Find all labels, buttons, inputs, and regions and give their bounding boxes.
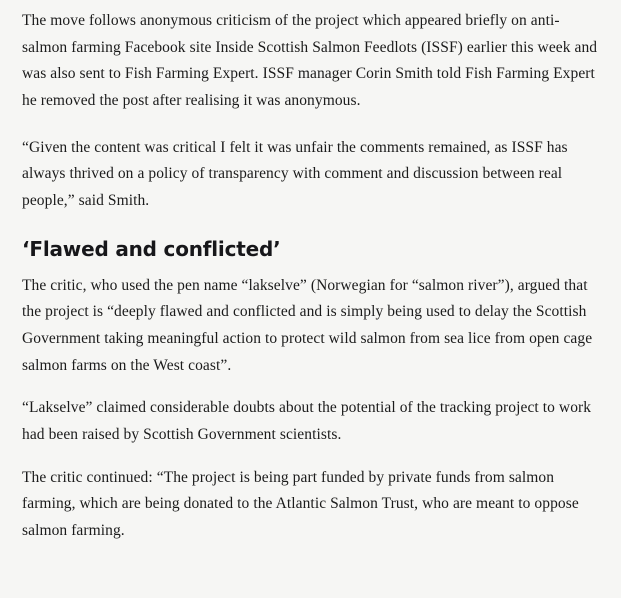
- paragraph-lakselve-doubts: “Lakselve” claimed considerable doubts about the potential of the tracking project to work had been raised by Scottish Government scientists.: [22, 399, 592, 443]
- subheading-flawed-and-conflicted: ‘Flawed and conflicted’: [22, 236, 281, 261]
- paragraph-smith-quote: “Given the content was critical I felt it was unfair the comments remained, as ISSF has always thrived on a policy of transparency with comment and discussion between real people,” said Smith.: [22, 138, 568, 209]
- paragraph-private-funds: The critic continued: “The project is being part funded by private funds from salmon farming, which are being donated to the Atlantic Salmon Trust, who are meant to oppose salmon farming.: [22, 468, 579, 539]
- paragraph-anonymous-criticism: The move follows anonymous criticism of the project which appeared briefly on anti-salmon farming Facebook site Inside Scottish Salmon Feedlots (ISSF) earlier this week and was also sent to Fish Farming Expert. ISSF manager Corin Smith told Fish Farming Expert he removed the post after realising it was anonymous.: [22, 12, 598, 109]
- paragraph-critic-pen-name: The critic, who used the pen name “lakselve” (Norwegian for “salmon river”), argued that the project is “deeply flawed and conflicted and is simply being used to delay the Scottish Government taking meaningful action to protect wild salmon from sea lice from open cage salmon farms on the West coast”.: [22, 276, 593, 374]
